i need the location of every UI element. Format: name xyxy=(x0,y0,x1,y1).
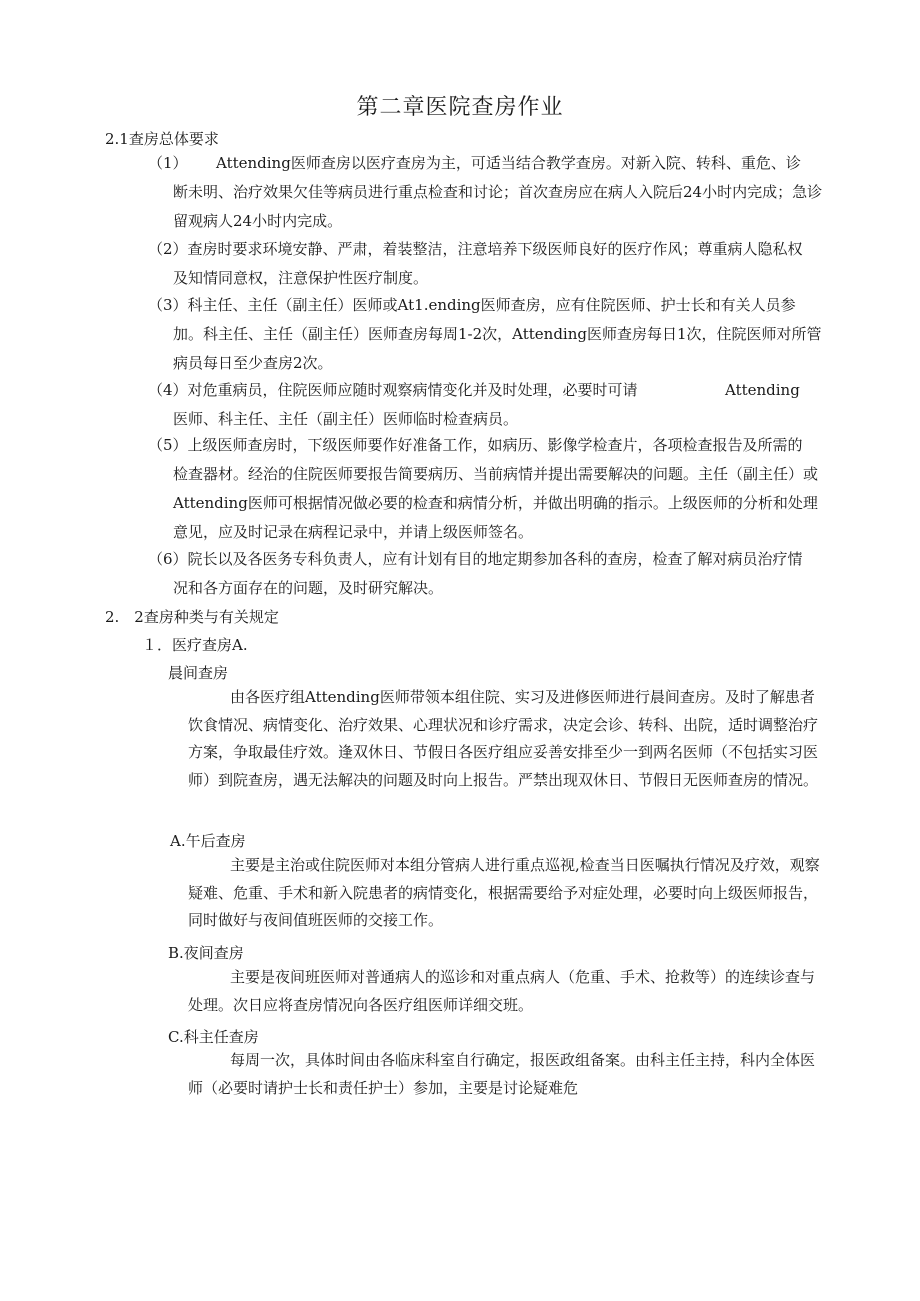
list-item-3 xyxy=(148,291,828,378)
list-item-5 xyxy=(148,431,828,547)
item-continuation: 医师、科主任、主任（副主任）医师临时检查病员。 xyxy=(173,410,519,428)
list-item-2 xyxy=(148,235,828,293)
item-label: （1） xyxy=(148,154,188,172)
item-continuation: 及知情同意权，注意保护性医疗制度。 xyxy=(173,269,429,287)
night-rounds-heading: B.夜间查房 xyxy=(168,944,244,962)
director-rounds-heading: C.科主任查房 xyxy=(168,1028,259,1046)
director-rounds-text: 每周一次，具体时间由各临床科室自行确定，报医政组备案。由科主任主持，科内全体医师（必要时请护士长和责任护士）参加，主要是讨论疑难危 xyxy=(188,1051,816,1097)
section-heading-2-2: 2. 2查房种类与有关规定 xyxy=(105,608,279,626)
morning-rounds-heading: 晨间查房 xyxy=(168,664,229,682)
item-label: （2） xyxy=(148,240,188,258)
item-first-line: 院长以及各医务专科负责人，应有计划有目的地定期参加各科的查房，检查了解对病员治疗情 xyxy=(187,550,803,568)
afternoon-rounds-text: 主要是主治或住院医师对本组分管病人进行重点巡视,检查当日医嘱执行情况及疗效，观察疑难、危重、手术和新入院患者的病情变化，根据需要给予对症处理，必要时向上级医师报告，同时做好与夜间值班医师的交接工作。 xyxy=(188,856,820,929)
item-4-right-word: Attending xyxy=(725,381,800,399)
night-rounds-text: 主要是夜间班医师对普通病人的巡诊和对重点病人（危重、手术、抢救等）的连续诊查与处理。次日应将查房情况向各医疗组医师详细交班。 xyxy=(188,968,816,1014)
item-label: （6） xyxy=(148,550,188,568)
item-first-line: 对危重病员，住院医师应随时观察病情变化并及时处理，必要时可请 xyxy=(187,381,638,399)
item-continuation: 加。科主任、主任（副主任）医师查房每周1-2次，Attending医师查房每日1次，住院医师对所管病员每日至少查房2次。 xyxy=(173,325,822,372)
item-continuation: 断未明、治疗效果欠佳等病员进行重点检查和讨论；首次查房应在病人入院后24小时内完成；急诊留观病人24小时内完成。 xyxy=(173,183,823,230)
list-item-1 xyxy=(148,149,828,236)
page-title: 第二章医院查房作业 xyxy=(356,95,564,120)
item-continuation: 况和各方面存在的问题，及时研究解决。 xyxy=(173,579,444,597)
item-label: （4） xyxy=(148,381,188,399)
item-first-line: 上级医师查房时，下级医师要作好准备工作，如病历、影像学检查片，各项检查报告及所需的 xyxy=(187,436,803,454)
item-continuation: 检查器材。经治的住院医师要报告简要病历、当前病情并提出需要解决的问题。主任（副主任）或Attending医师可根据情况做必要的检查和病情分析，并做出明确的指示。上级医师的分析和处理意见，应及时记录在病程记录中，并请上级医师签名。 xyxy=(173,465,819,541)
subsection-medical-rounds: １．医疗查房A. xyxy=(142,636,248,654)
item-first-line: 查房时要求环境安静、严肃，着装整洁，注意培养下级医师良好的医疗作风；尊重病人隐私权 xyxy=(187,240,803,258)
item-first-line: Attending医师查房以医疗查房为主，可适当结合教学查房。对新入院、转科、重危、诊 xyxy=(216,154,801,172)
afternoon-rounds-heading: A.午后查房 xyxy=(170,832,246,850)
item-label: （5） xyxy=(148,436,188,454)
item-first-line: 科主任、主任（副主任）医师或At1.ending医师查房，应有住院医师、护士长和有关人员参 xyxy=(187,296,796,314)
item-label: （3） xyxy=(148,296,188,314)
list-item-6 xyxy=(148,545,828,603)
section-heading-2-1: 2.1查房总体要求 xyxy=(105,130,219,148)
morning-rounds-text: 由各医疗组Attending医师带领本组住院、实习及进修医师进行晨间查房。及时了解患者饮食情况、病情变化、治疗效果、心理状况和诊疗需求，决定会诊、转科、出院，适时调整治疗方案，争取最佳疗效。逢双休日、节假日各医疗组应妥善安排至少一到两名医师（不包括实习医师）到院查房，遇无法解决的问题及时向上报告。严禁出现双休日、节假日无医师查房的情况。 xyxy=(188,688,819,789)
